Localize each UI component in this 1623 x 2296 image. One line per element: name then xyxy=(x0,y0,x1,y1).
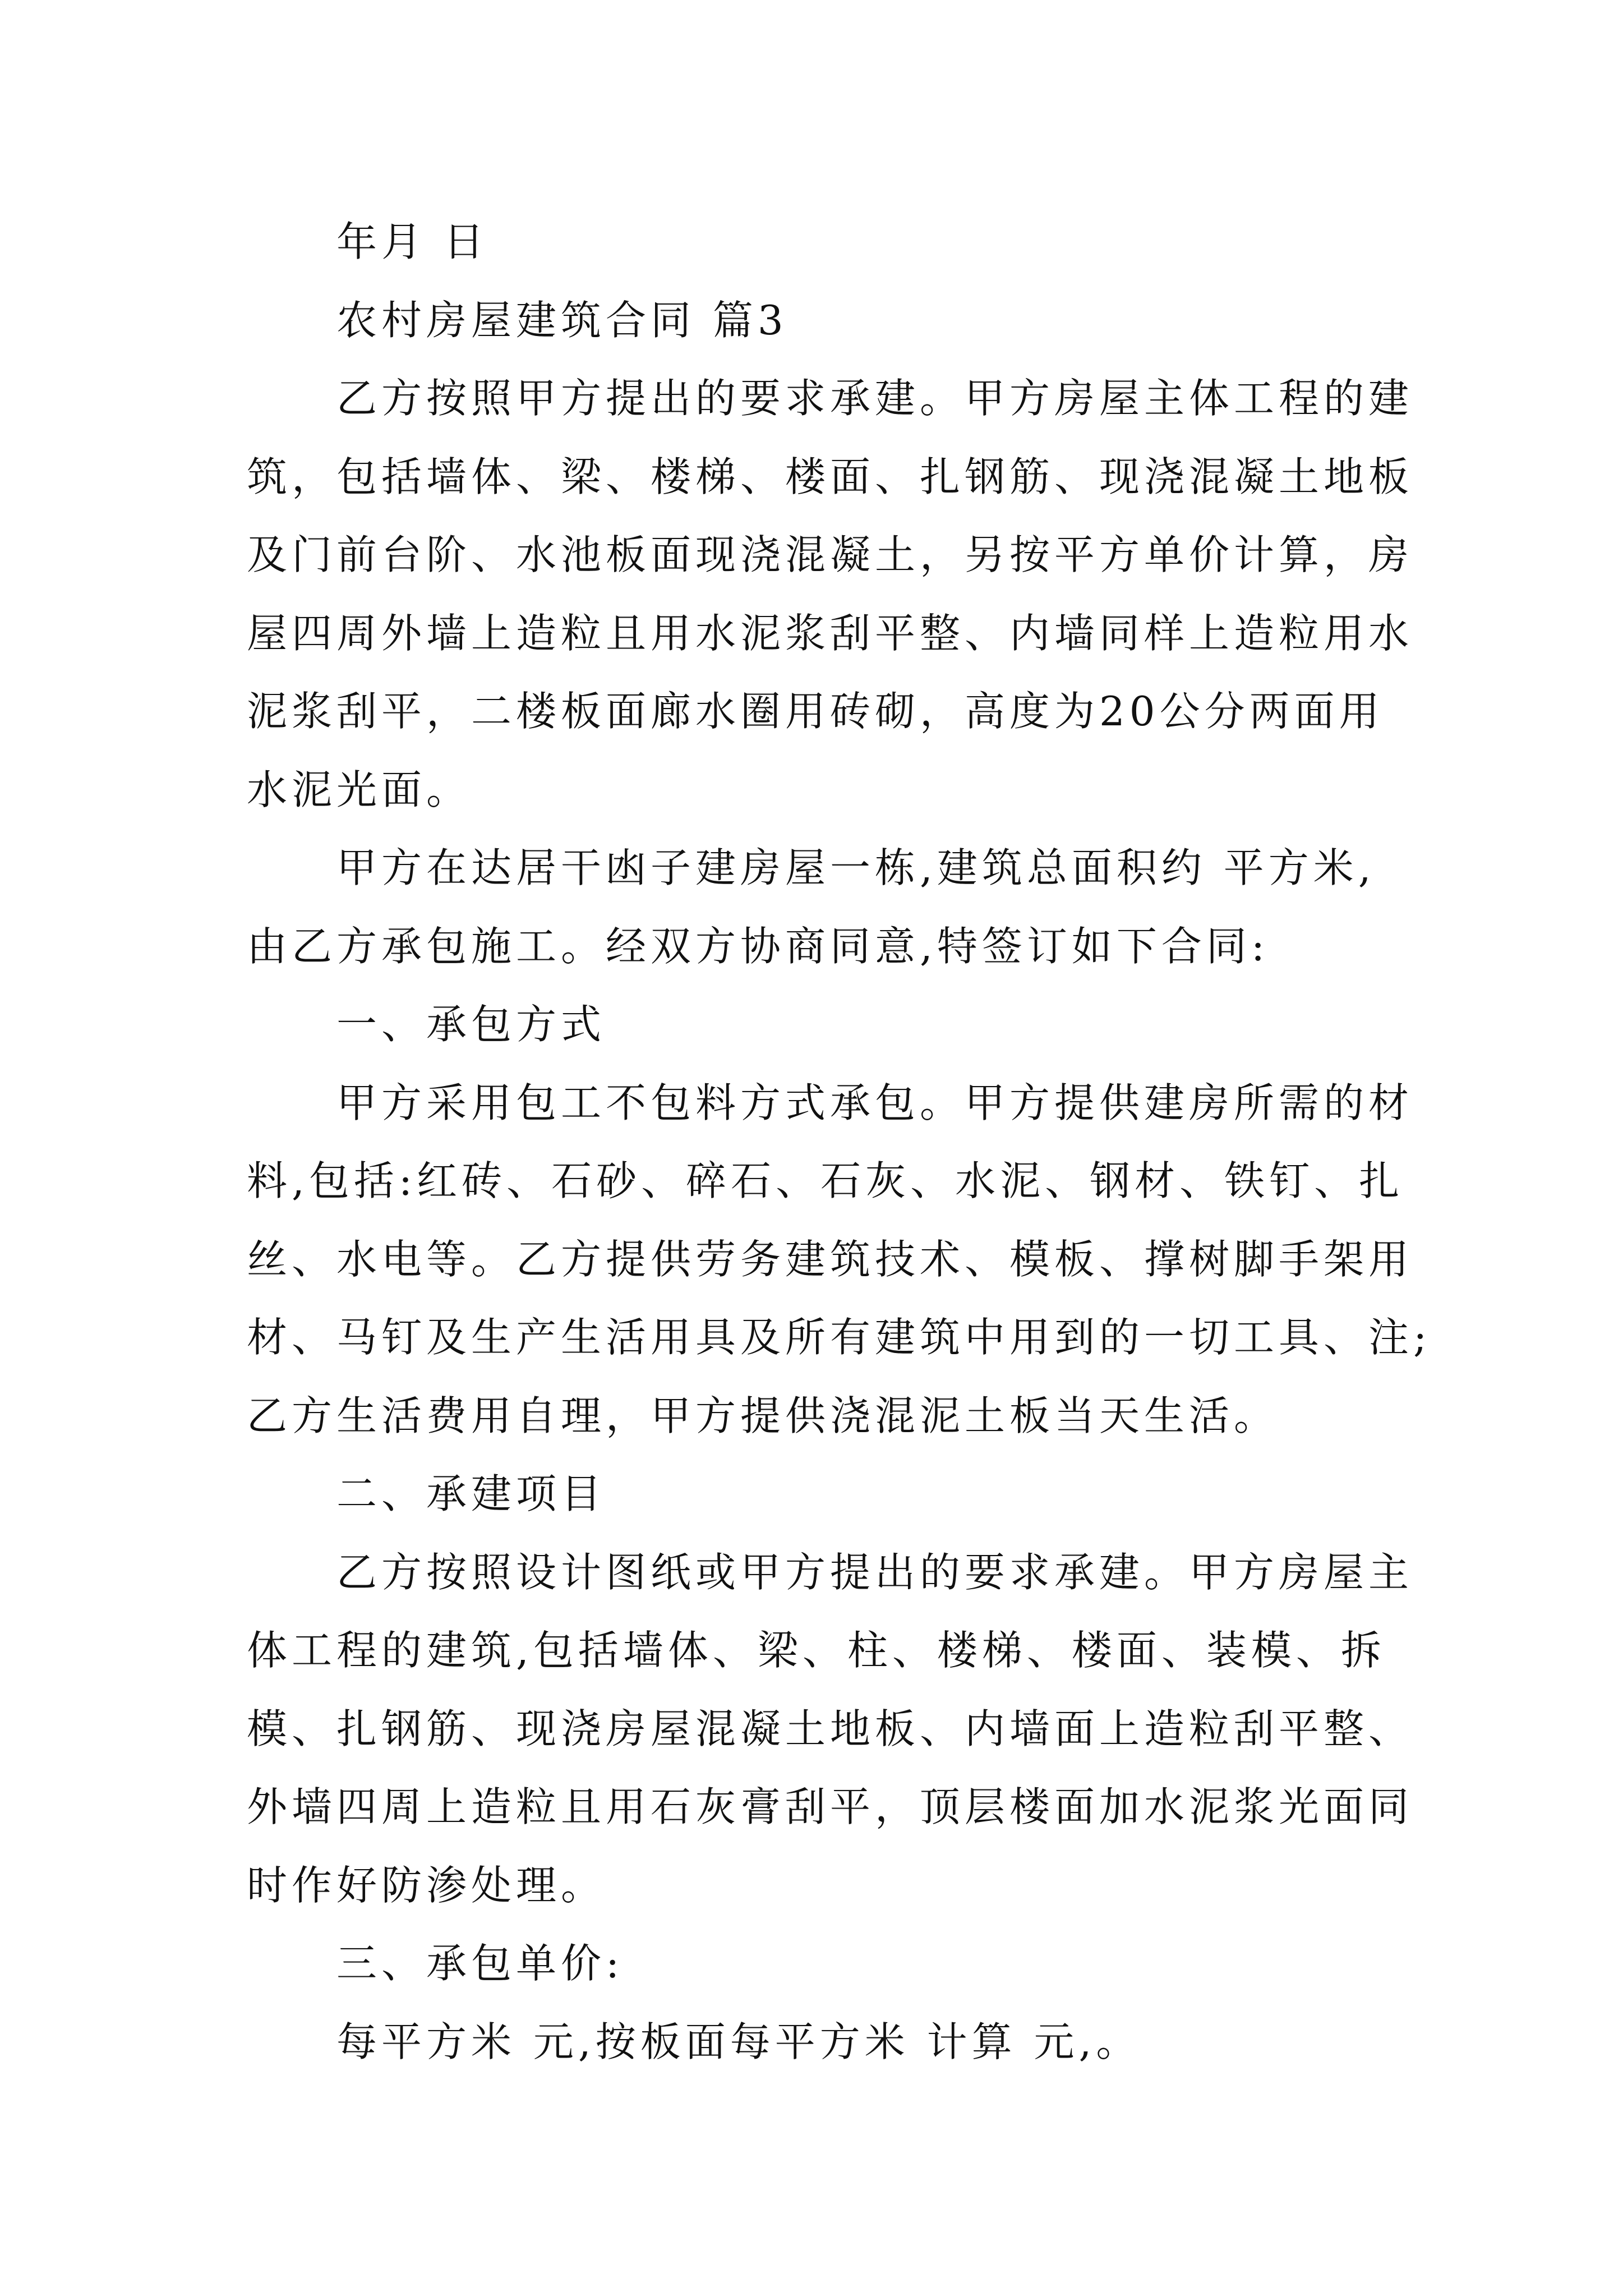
paragraph-line: 乙方生活费用自理，甲方提供浇混泥土板当天生活。 xyxy=(247,1392,1279,1439)
paragraph-line: 丝、水电等。乙方提供劳务建筑技术、模板、撑树脚手架用 xyxy=(247,1236,1414,1283)
paragraph-line: 甲方在达居干凼子建房屋一栋,建筑总面积约 平方米, xyxy=(336,844,1376,891)
paragraph-line: 乙方按照甲方提出的要求承建。甲方房屋主体工程的建 xyxy=(336,375,1414,422)
date-line: 年月 日 xyxy=(336,218,488,265)
paragraph-line: 及门前台阶、水池板面现浇混凝土，另按平方单价计算，房 xyxy=(247,531,1414,578)
clause-heading: 三、承包单价: xyxy=(336,1940,624,1987)
clause-heading: 二、承建项目 xyxy=(336,1470,606,1517)
paragraph-line: 乙方按照设计图纸或甲方提出的要求承建。甲方房屋主 xyxy=(336,1549,1414,1596)
section-heading: 农村房屋建筑合同 篇3 xyxy=(336,297,788,344)
paragraph-line: 料,包括:红砖、石砂、碎石、石灰、水泥、钢材、铁钉、扎 xyxy=(247,1157,1404,1204)
paragraph-line: 体工程的建筑,包括墙体、梁、柱、楼梯、楼面、装模、拆 xyxy=(247,1627,1386,1674)
paragraph-line: 水泥光面。 xyxy=(247,766,472,813)
paragraph-line: 由乙方承包施工。经双方协商同意,特签订如下合同: xyxy=(247,923,1270,970)
paragraph-line: 时作好防渗处理。 xyxy=(247,1862,606,1909)
paragraph-line: 外墙四周上造粒且用石灰膏刮平，顶层楼面加水泥浆光面同 xyxy=(247,1783,1414,1830)
clause-heading: 一、承包方式 xyxy=(336,1001,606,1048)
paragraph-line: 模、扎钢筋、现浇房屋混凝土地板、内墙面上造粒刮平整、 xyxy=(247,1705,1414,1752)
paragraph-line: 泥浆刮平，二楼板面廊水圈用砖砌，高度为20公分两面用 xyxy=(247,688,1384,735)
paragraph-line: 筑，包括墙体、梁、楼梯、楼面、扎钢筋、现浇混凝土地板 xyxy=(247,453,1414,500)
paragraph-line: 材、马钉及生产生活用具及所有建筑中用到的一切工具、注; xyxy=(247,1314,1432,1361)
paragraph-line: 每平方米 元,按板面每平方米 计算 元,。 xyxy=(336,2018,1141,2065)
paragraph-line: 屋四周外墙上造粒且用水泥浆刮平整、内墙同样上造粒用水 xyxy=(247,610,1414,657)
paragraph-line: 甲方采用包工不包料方式承包。甲方提供建房所需的材 xyxy=(336,1079,1414,1126)
